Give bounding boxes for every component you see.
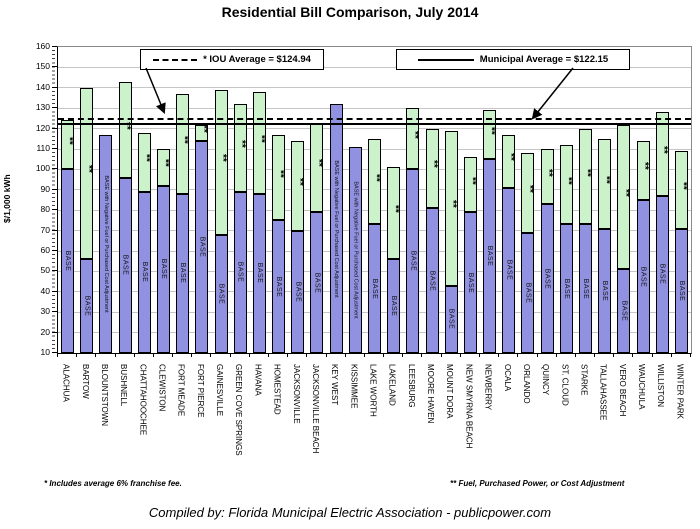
- x-axis-city-label: CLEWISTON: [157, 364, 167, 412]
- x-axis-tick: [306, 353, 307, 357]
- x-axis-tick: [498, 353, 499, 357]
- bar-base-segment: [637, 200, 650, 353]
- y-tick-label: 40: [40, 285, 50, 296]
- x-axis-tick: [690, 353, 691, 357]
- footnote-fuel-adjustment: ** Fuel, Purchased Power, or Cost Adjustment: [450, 479, 625, 488]
- x-axis-city-label: BUSHNELL: [119, 364, 129, 407]
- fuel-adjustment-marker: **: [658, 146, 670, 154]
- base-segment-label: BASE: [83, 295, 91, 317]
- base-segment-label: BASE: [658, 264, 666, 285]
- bar-fuel-segment: [521, 153, 534, 233]
- x-axis-tick: [517, 353, 518, 357]
- y-axis-minor-ticks: [52, 46, 55, 352]
- y-tick-label: 30: [40, 306, 50, 317]
- x-axis-city-label: LEESBURG: [406, 364, 416, 408]
- x-axis-tick: [556, 353, 557, 357]
- bar-base-segment: [253, 194, 266, 353]
- bar-fuel-segment: [215, 90, 228, 235]
- x-axis-city-label: JACKSONVILLE: [291, 364, 301, 424]
- x-axis-tick: [460, 353, 461, 357]
- bar-base-segment: [195, 141, 208, 353]
- bar-base-segment: [426, 208, 439, 353]
- y-axis-tick: [52, 311, 57, 312]
- y-tick-label: 90: [40, 183, 50, 194]
- x-axis-city-label: MOUNT DORA: [445, 364, 455, 419]
- base-segment-label: BASE: [313, 272, 321, 293]
- municipal-average-legend: [396, 49, 630, 70]
- x-axis-city-label: KEY WEST: [330, 364, 340, 406]
- x-axis-tick: [230, 353, 231, 357]
- fuel-adjustment-marker: **: [82, 165, 94, 174]
- y-axis-tick: [52, 291, 57, 292]
- y-axis-tick: [52, 87, 57, 88]
- x-axis-tick: [134, 353, 135, 357]
- bar-base-segment: [80, 259, 93, 353]
- fuel-adjustment-marker: **: [523, 184, 535, 193]
- base-segment-label: BASE: [428, 270, 436, 291]
- y-tick-label: 60: [40, 245, 50, 255]
- x-axis-tick: [345, 353, 346, 357]
- bar-base-segment: [138, 192, 151, 353]
- bar-base-segment: [176, 194, 189, 353]
- bar-base-segment: [560, 224, 573, 353]
- y-axis-tick: [52, 230, 57, 231]
- x-axis-tick: [57, 353, 58, 357]
- bar-base-segment: [617, 269, 630, 353]
- bar-fuel-segment: [310, 123, 323, 213]
- x-axis-tick: [575, 353, 576, 357]
- x-axis-tick: [115, 353, 116, 357]
- x-axis-city-label: ORLANDO: [521, 364, 531, 404]
- fuel-adjustment-marker: **: [581, 168, 593, 177]
- municipal-average-label: Municipal Average = $122.15: [479, 54, 609, 65]
- fuel-adjustment-marker: **: [562, 176, 574, 185]
- x-axis-tick: [76, 353, 77, 357]
- x-axis-tick: [613, 353, 614, 357]
- bar-base-segment: [291, 231, 304, 353]
- x-axis-city-label: GAINESVILLE: [215, 364, 225, 417]
- x-axis-tick: [287, 353, 288, 357]
- bar-fuel-segment: [138, 133, 151, 192]
- x-axis-city-label: QUINCY: [541, 364, 551, 396]
- base-segment-label: BASE: [601, 280, 609, 302]
- y-tick-label: 150: [35, 61, 50, 72]
- y-tick-label: 80: [40, 204, 50, 215]
- base-segment-label: BASE: [543, 268, 551, 289]
- x-axis-tick: [671, 353, 672, 357]
- municipal-average-line: [58, 123, 691, 125]
- x-axis-city-label: OCALA: [502, 364, 512, 392]
- base-segment-label: BASE: [639, 266, 647, 287]
- y-axis-tick: [52, 66, 57, 67]
- iou-average-label: * IOU Average = $124.94: [203, 54, 311, 65]
- x-axis-city-label: VERO BEACH: [617, 364, 627, 417]
- x-axis-tick: [249, 353, 250, 357]
- x-axis-tick: [172, 353, 173, 357]
- x-axis-tick: [210, 353, 211, 357]
- base-segment-label: BASE: [466, 272, 474, 293]
- gridline: [58, 108, 691, 109]
- x-axis-city-label: HAVANA: [253, 364, 263, 396]
- y-axis-tick: [52, 168, 57, 169]
- y-tick-label: 100: [35, 163, 50, 174]
- bar-base-segment: [157, 186, 170, 353]
- bar-base-segment: [598, 229, 611, 353]
- y-tick-label: 130: [35, 102, 50, 113]
- y-axis-tick: [52, 270, 57, 271]
- x-axis-tick: [326, 353, 327, 357]
- base-segment-label: BASE: [294, 281, 302, 303]
- y-tick-label: 70: [40, 224, 50, 235]
- y-axis-title: $/1,000 kWh: [2, 174, 12, 224]
- x-axis-city-label: FORT MEADE: [176, 364, 186, 417]
- x-axis-tick: [95, 353, 96, 357]
- y-tick-label: 140: [35, 81, 50, 92]
- fuel-adjustment-marker: **: [619, 188, 631, 197]
- y-axis-tick: [52, 107, 57, 108]
- bar-base-segment: [502, 188, 515, 353]
- bar-fuel-segment: [541, 149, 554, 204]
- fuel-adjustment-marker: **: [600, 175, 612, 184]
- footnote-franchise-fee: * Includes average 6% franchise fee.: [44, 479, 182, 488]
- x-axis-tick: [537, 353, 538, 357]
- x-axis-city-label: BARTOW: [80, 364, 90, 399]
- bar-base-segment: [579, 224, 592, 353]
- x-axis-city-label: ST. CLOUD: [560, 364, 570, 406]
- iou-average-legend: [140, 49, 324, 70]
- x-axis-city-label: NEW SMYRNA BEACH: [464, 364, 474, 449]
- y-tick-label: 10: [40, 347, 50, 357]
- x-axis-city-label: TALLAHASSEE: [598, 364, 608, 421]
- x-axis-city-label: CHATTAHOOCHEE: [138, 364, 148, 436]
- bar-base-segment: [483, 159, 496, 353]
- fuel-adjustment-marker: **: [389, 205, 401, 214]
- x-axis-city-label: LAKELAND: [387, 364, 397, 406]
- base-segment-label: BASE: [217, 283, 225, 305]
- base-segment-label: BASE: [562, 278, 570, 300]
- fuel-adjustment-marker: **: [63, 136, 75, 145]
- bar-fuel-segment: [426, 129, 439, 209]
- x-axis-tick: [479, 353, 480, 357]
- x-axis-tick: [153, 353, 154, 357]
- gridline: [58, 87, 691, 88]
- x-axis-tick: [268, 353, 269, 357]
- y-axis-tick: [52, 250, 57, 251]
- bar-fuel-segment: [387, 167, 400, 259]
- bar-fuel-segment: [464, 157, 477, 212]
- base-segment-label: BASE: [140, 262, 148, 283]
- bar-base-segment: [675, 229, 688, 353]
- x-axis-city-label: STARKE: [579, 364, 589, 396]
- base-segment-label: BASE: [524, 282, 532, 304]
- base-negative-adjustment-label: BASE with Negative Fuel or Purchased Cost Adjustment: [352, 181, 359, 319]
- base-negative-adjustment-label: BASE with Negative Fuel or Purchased Cost Adjustment: [333, 159, 340, 298]
- bar-base-segment: [349, 147, 362, 353]
- base-segment-label: BASE: [371, 278, 378, 300]
- x-axis-city-label: ALACHUA: [61, 364, 71, 402]
- bar-base-segment: [541, 204, 554, 353]
- y-axis-tick: [52, 128, 57, 129]
- bar-fuel-segment: [617, 125, 630, 270]
- bar-fuel-segment: [80, 88, 93, 259]
- bar-base-segment: [310, 212, 323, 353]
- bar-base-segment: [445, 286, 458, 353]
- base-segment-label: BASE: [409, 250, 417, 272]
- gridline: [58, 128, 691, 129]
- x-axis-city-label: KISSIMMEE: [349, 364, 359, 409]
- fuel-adjustment-marker: **: [140, 154, 152, 163]
- y-tick-label: 160: [35, 41, 50, 51]
- x-axis-city-label: BLOUNTSTOWN: [99, 364, 109, 427]
- bar-base-segment: [406, 169, 419, 353]
- bar-fuel-segment: [675, 151, 688, 229]
- fuel-adjustment-marker: **: [504, 153, 516, 162]
- fuel-adjustment-marker: **: [677, 181, 689, 190]
- fuel-adjustment-marker: **: [543, 168, 555, 177]
- fuel-adjustment-marker: **: [236, 139, 248, 148]
- base-segment-label: BASE: [236, 262, 244, 283]
- y-axis-tick: [52, 209, 57, 210]
- x-axis-tick: [594, 353, 595, 357]
- base-segment-label: BASE: [582, 278, 589, 300]
- bar-fuel-segment: [637, 141, 650, 200]
- x-axis-tick: [441, 353, 442, 357]
- x-axis-city-label: HOMESTEAD: [272, 364, 282, 415]
- base-segment-label: BASE: [390, 295, 398, 317]
- bar-base-segment: [272, 220, 285, 353]
- chart-title: Residential Bill Comparison, July 2014: [221, 4, 479, 20]
- y-tick-label: 50: [40, 265, 50, 276]
- base-segment-label: BASE: [275, 276, 283, 298]
- base-segment-label: BASE: [198, 236, 206, 258]
- bar-base-segment: [330, 104, 343, 353]
- base-segment-label: BASE: [179, 263, 187, 284]
- x-axis-city-label: MOORE HAVEN: [426, 364, 436, 424]
- base-negative-adjustment-label: BASE with Negative Fuel or Purchased Cost Adjustment: [102, 175, 109, 313]
- y-axis-tick: [52, 46, 57, 47]
- x-axis-tick: [191, 353, 192, 357]
- bar-base-segment: [61, 169, 74, 353]
- bar-fuel-segment: [61, 120, 74, 169]
- fuel-adjustment-marker: **: [217, 154, 229, 163]
- fuel-adjustment-marker: **: [197, 124, 209, 133]
- x-axis-tick: [383, 353, 384, 357]
- bar-base-segment: [656, 196, 669, 353]
- fuel-adjustment-marker: **: [178, 135, 190, 144]
- x-axis-city-label: NEWBERRY: [483, 364, 493, 411]
- x-axis-city-label: WAUCHULA: [637, 364, 647, 410]
- fuel-adjustment-marker: **: [428, 160, 440, 169]
- bar-base-segment: [387, 259, 400, 353]
- bar-base-segment: [464, 212, 477, 353]
- x-axis-tick: [652, 353, 653, 357]
- plot-area: [57, 46, 692, 354]
- x-axis-city-label: WINTER PARK: [675, 364, 685, 419]
- x-axis-tick: [632, 353, 633, 357]
- y-tick-label: 110: [36, 143, 50, 153]
- fuel-adjustment-marker: **: [466, 176, 478, 185]
- x-axis-tick: [421, 353, 422, 357]
- x-axis-tick: [364, 353, 365, 357]
- y-axis-tick: [52, 189, 57, 190]
- fuel-adjustment-marker: **: [255, 134, 267, 143]
- base-segment-label: BASE: [121, 254, 129, 276]
- base-segment-label: BASE: [160, 259, 167, 280]
- bar-fuel-segment: [176, 94, 189, 194]
- compiled-by-text: Compiled by: Florida Municipal Electric Association - publicpower.com: [148, 505, 552, 520]
- bar-fuel-segment: [253, 92, 266, 194]
- solid-line-sample: [418, 59, 474, 61]
- fuel-adjustment-marker: **: [293, 177, 305, 186]
- base-segment-label: BASE: [486, 245, 494, 267]
- bar-fuel-segment: [119, 82, 132, 178]
- x-axis-city-label: GREEN COVE SPRINGS: [234, 364, 244, 456]
- dashed-line-sample: [153, 59, 197, 61]
- fuel-adjustment-marker: **: [159, 159, 171, 168]
- bar-base-segment: [521, 233, 534, 353]
- base-segment-label: BASE: [620, 300, 628, 322]
- fuel-adjustment-marker: **: [312, 159, 324, 168]
- fuel-adjustment-marker: **: [408, 130, 420, 139]
- bar-base-segment: [99, 135, 112, 353]
- fuel-adjustment-marker: **: [447, 200, 459, 208]
- base-segment-label: BASE: [677, 280, 685, 302]
- y-tick-label: 20: [40, 326, 50, 337]
- bar-fuel-segment: [445, 131, 458, 286]
- y-axis-tick: [52, 148, 57, 149]
- bar-base-segment: [234, 192, 247, 353]
- y-axis-tick: [52, 332, 57, 333]
- bar-fuel-segment: [368, 139, 381, 225]
- x-axis-city-label: LAKE WORTH: [368, 364, 378, 417]
- bar-fuel-segment: [272, 135, 285, 221]
- y-tick-label: 120: [35, 122, 50, 133]
- fuel-adjustment-marker: **: [370, 173, 382, 182]
- x-axis-city-label: WILLISTON: [656, 364, 666, 407]
- fuel-adjustment-marker: **: [274, 169, 286, 178]
- bar-fuel-segment: [157, 149, 170, 186]
- x-axis-tick: [402, 353, 403, 357]
- base-segment-label: BASE: [255, 263, 263, 284]
- bar-fuel-segment: [560, 145, 573, 225]
- fuel-adjustment-marker: **: [639, 162, 651, 171]
- iou-average-line: [58, 118, 691, 120]
- bar-base-segment: [215, 235, 228, 353]
- base-segment-label: BASE: [64, 250, 72, 272]
- bar-fuel-segment: [579, 129, 592, 225]
- base-segment-label: BASE: [505, 260, 513, 281]
- x-axis-city-label: JACKSONVILLE BEACH: [310, 364, 320, 454]
- bar-base-segment: [119, 178, 132, 353]
- x-axis-city-label: FORT PIERCE: [195, 364, 205, 418]
- fuel-adjustment-marker: **: [485, 126, 497, 135]
- fuel-adjustment-marker: **: [121, 121, 133, 130]
- bar-base-segment: [368, 224, 381, 353]
- base-segment-label: BASE: [447, 309, 455, 330]
- bar-fuel-segment: [502, 135, 515, 188]
- bar-fuel-segment: [598, 139, 611, 229]
- bar-fuel-segment: [291, 141, 304, 231]
